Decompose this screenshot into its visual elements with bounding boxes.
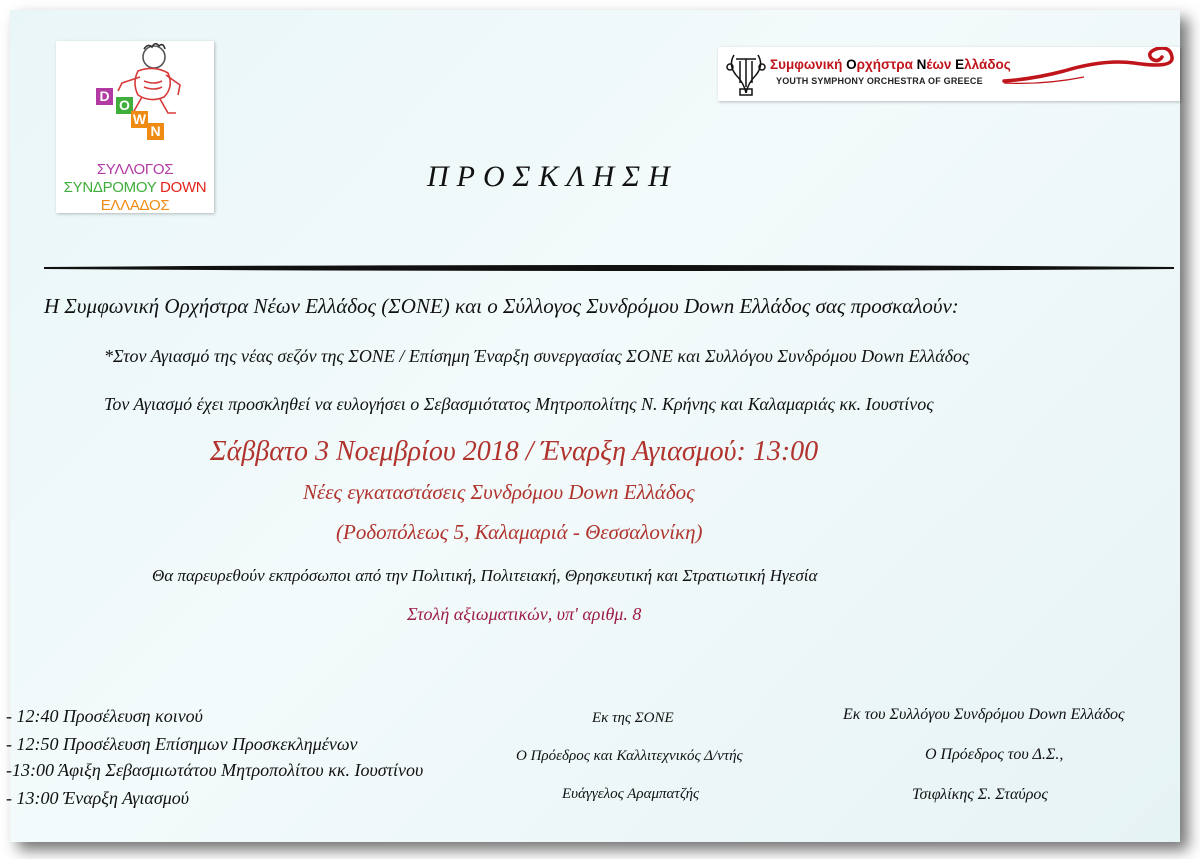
signatory-role: Ο Πρόεδρος και Καλλιτεχνικός Δ/ντής: [516, 748, 743, 764]
occasion-text: *Στον Αγιασμό της νέας σεζόν της ΣΟΝΕ / Επίσημη Έναρξη συνεργασίας ΣΟΝΕ και Συλλόγου Συνδρόμου Down Ελλάδος: [104, 346, 970, 366]
lyre-emblem-icon: [722, 47, 770, 101]
signatory-org: Εκ της ΣΟΝΕ: [592, 710, 674, 726]
logo-text-line2a: ΣΥΝΔΡΟΜΟΥ: [63, 179, 157, 196]
blessing-text: Τον Αγιασμό έχει προσκληθεί να ευλογήσει ο Σεβασμιότατος Μητροπολίτης Ν. Κρήνης και Καλαμαριάς κκ. Ιουστίνος: [104, 394, 934, 414]
logo-text-line3: ΕΛΛΑΔΟΣ: [100, 197, 170, 214]
dress-code: Στολή αξιωματικών, υπ' αριθμ. 8: [407, 604, 642, 624]
schedule-item: - 12:40 Προσέλευση κοινού: [6, 706, 203, 726]
orch-name-p1: Συμφωνική: [770, 57, 847, 72]
schedule-item: - 13:00 Έναρξη Αγιασμού: [6, 788, 190, 808]
event-date: Σάββατο 3 Νοεμβρίου 2018 / Έναρξη Αγιασμού: 13:00: [210, 436, 819, 467]
logo-text-line1: ΣΥΛΛΟΓΟΣ: [96, 161, 174, 178]
logo-text-line2b: DOWN: [160, 179, 207, 196]
letter-n-block: N: [147, 123, 164, 140]
logo-text-line2: [56, 179, 214, 196]
letter-d-block: D: [96, 88, 113, 105]
orchestra-logo: [718, 47, 1180, 101]
venue-text: Νέες εγκαταστάσεις Συνδρόμου Down Ελλάδος: [303, 480, 695, 504]
orchestra-name-greek: [770, 57, 1011, 72]
intro-text: Η Συμφωνική Ορχήστρα Νέων Ελλάδος (ΣΟΝΕ) και ο Σύλλογος Συνδρόμου Down Ελλάδος σας προσκαλούν:: [44, 294, 959, 318]
orch-name-n: Ν: [916, 57, 927, 72]
down-association-logo: [56, 41, 214, 213]
schedule-item: - 12:50 Προσέλευση Επίσημων Προσκεκλημένων: [6, 734, 358, 754]
orch-name-p4: λλάδος: [964, 57, 1011, 72]
attendees-text: Θα παρευρεθούν εκπρόσωποι από την Πολιτική, Πολιτειακή, Θρησκευτική και Στρατιωτική Ηγεσία: [152, 566, 818, 585]
orchestra-name-english: YOUTH SYMPHONY ORCHESTRA OF GREECE: [776, 76, 983, 86]
letter-o-block: O: [116, 97, 133, 114]
orch-name-e: Ε: [955, 57, 965, 72]
orch-name-p2: ρχήστρα: [856, 57, 917, 72]
venue-address: (Ροδοπόλεως 5, Καλαμαριά - Θεσσαλονίκη): [336, 520, 703, 544]
orch-name-o: Ο: [846, 57, 857, 72]
schedule-item: -13:00 Άφιξη Σεβασμιωτάτου Μητροπολίτου κκ. Ιουστίνου: [6, 760, 424, 780]
signatory-name: Ευάγγελος Αραμπατζής: [562, 786, 700, 802]
page-title: ΠΡΟΣΚΛΗΣΗ: [427, 160, 678, 193]
signatory-role: Ο Πρόεδρος του Δ.Σ.,: [925, 746, 1064, 763]
header-divider: [44, 264, 1174, 272]
signatory-org: Εκ του Συλλόγου Συνδρόμου Down Ελλάδος: [843, 706, 1125, 723]
letter-w-block: W: [132, 111, 147, 127]
signatory-name: Τσιφλίκης Σ. Σταύρος: [912, 786, 1048, 803]
red-swirl-icon: [1002, 47, 1182, 101]
orch-name-p3: έων: [926, 57, 956, 72]
